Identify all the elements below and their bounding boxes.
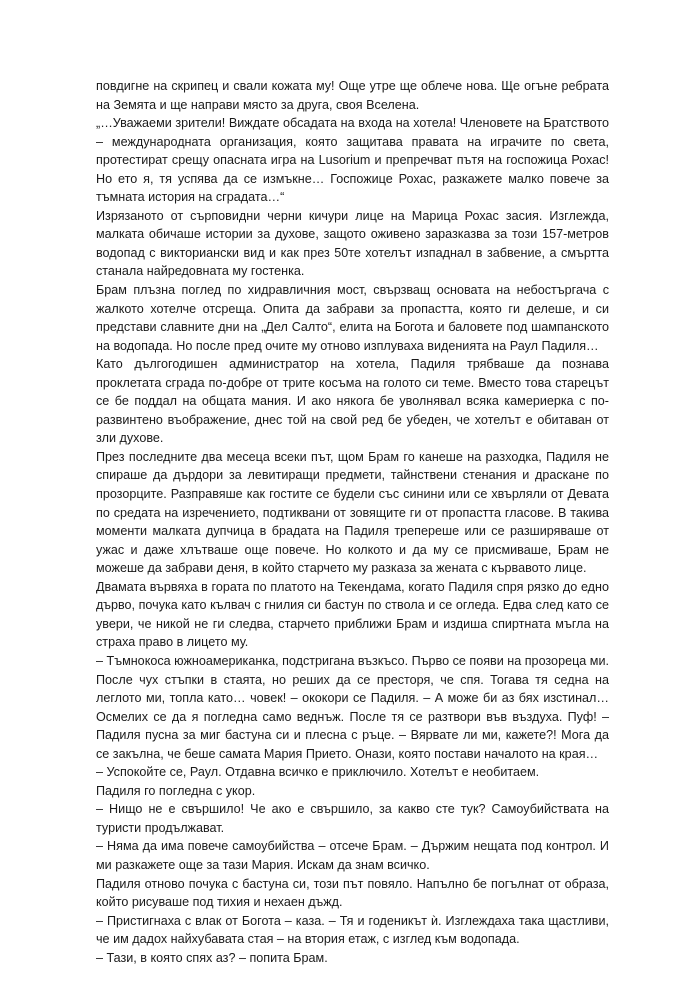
paragraph: – Успокойте се, Раул. Отдавна всичко е приключило. Хотелът е необитаем. — [96, 765, 540, 780]
paragraph: повдигне на скрипец и свали кожата му! Още утре ще облече нова. Ще огъне ребрата на Земята и ще направи място за друга, своя Вселена. — [96, 79, 609, 112]
paragraph: През последните два месеца всеки път, щом Брам го канеше на разходка, Падиля не спираше да дърдори за левитиращи предмети, тайнствени стенания и драскане по прозорците. Разправяше как гостите се будели със синини или се хвърляли от Девата по средата на изречението, подтиквани от зовящите ги от пропастта гласове. В такива моменти малката дупчица в брадата на Падиля трепереше или се разширяваше от ужас и даже хлътваше още повече. Но колкото и да му се присмиваше, Брам не можеше да забрави деня, в който старчето му разказа за жената с кървавото лице. — [96, 449, 609, 576]
paragraph: Падиля отново почука с бастуна си, този път повяло. Напълно бе погълнат от образа, който рисуваше под тихия и нехаен дъжд. — [96, 876, 609, 910]
paragraph: Двамата вървяха в гората по платото на Текендама, когато Падиля спря рязко до едно дърво, почука като кълвач с гнилия си бастун по ствола и се огледа. Едва след като се увери, че никой не ги следва, старчето приближи Брам и издиша спиртната мъгла на страха право в лицето му. — [96, 579, 609, 650]
paragraph: – Няма да има повече самоубийства – отсече Брам. – Държим нещата под контрол. И ми разкажете още за тази Мария. Искам да знам всичко. — [96, 839, 609, 872]
paragraph: – Пристигнаха с влак от Богота – каза. – Тя и годеникът ѝ. Изглеждаха така щастливи, че им дадох найхубавата стая – на втория етаж, с изглед към водопада. — [96, 913, 609, 947]
paragraph: Изрязаното от сърповидни черни кичури лице на Марица Рохас засия. Изглежда, малката обичаше истории за духове, защото оживено заразказва за този 157-метров водопад с викториански вид и как през 50те хотелът изпаднал в забвение, а смъртта станала найредовната му гостенка. — [96, 208, 609, 279]
paragraph: Падиля го погледна с укор. — [96, 783, 256, 798]
body-text — [96, 77, 609, 967]
paragraph: – Тази, в която спях аз? – попита Брам. — [96, 950, 328, 965]
paragraph: – Тъмнокоса южноамериканка, подстригана възкъсо. Първо се появи на прозореца ми. После чух стъпки в стаята, но реших да се престоря, че спя. Тогава тя седна на леглото ми, топла като… човек! – ококори се Падиля. – А може би аз бях изстинал… Осмелих се да я погледна само веднъж. После тя се разтвори във въздуха. Пуф! – Падиля пусна за миг бастуна си и плесна с ръце. – Вярвате ли ми, кажете?! Мога да се закълна, че беше самата Мария Прието. Онази, която постави началото на края… — [96, 653, 609, 761]
paragraph: Като дългогодишен администратор на хотела, Падиля трябваше да познава проклетата сграда по-добре от трите косъма на голото си теме. Вместо това старецът се бе поддал на общата мания. И ако някога бе уволнявал всяка камериерка с по-развинтено въображение, днес той на свой ред бе убеден, че хотелът е обитаван от зли духове. — [96, 357, 609, 446]
paragraph: – Нищо не е свършило! Че ако е свършило, за какво сте тук? Самоубийствата на туристи продължават. — [96, 802, 609, 835]
paragraph: Брам плъзна поглед по хидравличния мост, свързващ основата на небостъргача с жалкото хотелче отсреща. Опита да забрави за пропастта, която ги делеше, и си представи славните дни на „Дел Салто“, елита на Богота и баловете под шампанското на водопада. Но после пред очите му отново изплуваха виденията на Раул Падиля… — [96, 283, 609, 353]
paragraph: „…Уважаеми зрители! Виждате обсадата на входа на хотела! Членовете на Братството – международната организация, която защитава правата на играчите по света, протестират срещу опасната игра на Lusorium и препречват пътя на госпожица Рохас! Но ето я, тя успява да се измъкне… Госпожице Рохас, разкажете малко повече за тъмната история на сградата…“ — [96, 116, 609, 205]
